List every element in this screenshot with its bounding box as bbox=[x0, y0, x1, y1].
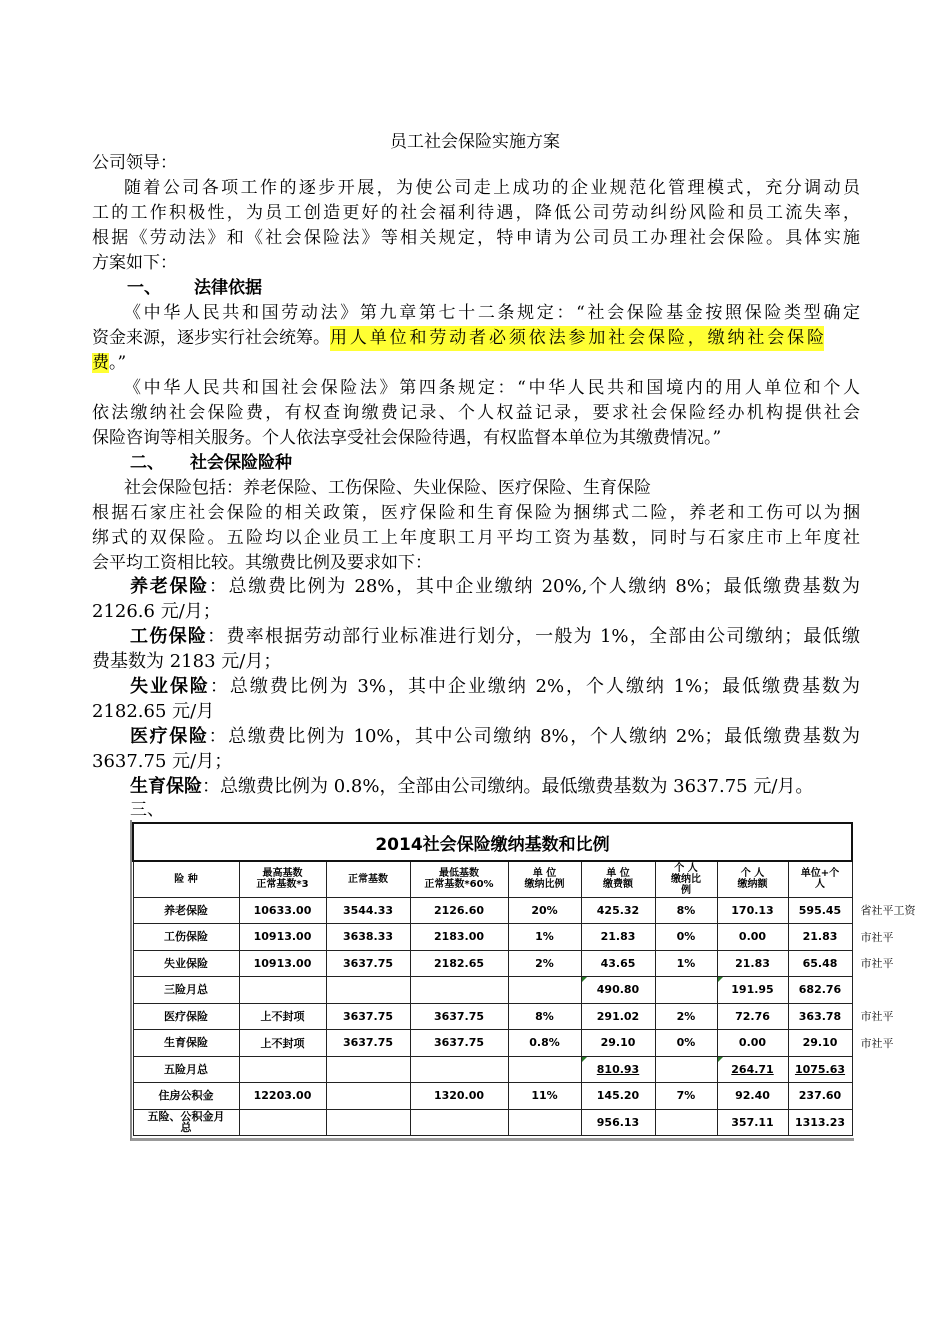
table-row bbox=[133, 897, 934, 924]
maternity-text: ：总缴费比例为 0.8%，全部由公司缴纳。最低缴费基数为 3637.75 元/月。 bbox=[202, 776, 814, 797]
cell-personal-amount bbox=[717, 897, 788, 924]
cell-min-base-text: 2183.00 bbox=[433, 930, 485, 944]
cell-type-text: 失业保险 bbox=[164, 956, 208, 970]
cell-max-base-text: 10633.00 bbox=[253, 903, 312, 917]
cell-personal-rate bbox=[655, 1003, 717, 1030]
cell-personal-amount-text: 0.00 bbox=[738, 1036, 767, 1050]
cell-company-amount-text: 956.13 bbox=[596, 1115, 640, 1129]
row-note: 市社平 bbox=[860, 957, 894, 971]
cell-type bbox=[133, 1083, 239, 1110]
cell-max-base bbox=[239, 1109, 326, 1136]
pension-line-2: 2126.6 元/月； bbox=[92, 601, 221, 622]
rate-table bbox=[132, 822, 935, 1136]
cell-company-amount-text: 29.10 bbox=[600, 1036, 636, 1050]
medical-text: ：总缴费比例为 10%，其中公司缴纳 8%，个人缴纳 2%；最低缴费基数为 bbox=[208, 726, 860, 747]
pension-line-1 bbox=[130, 574, 860, 599]
cell-normal-base-text: 3544.33 bbox=[342, 903, 394, 917]
cell-company-amount bbox=[581, 1056, 655, 1083]
cell-company-amount bbox=[581, 1083, 655, 1110]
cell-type bbox=[133, 1056, 239, 1083]
header-personal-rate-text: 个 人 缴纳比 例 bbox=[671, 862, 701, 896]
cell-company-rate-text: 0.8% bbox=[529, 1036, 560, 1050]
cell-company-rate-text: 20% bbox=[531, 903, 558, 917]
maternity-label: 生育保险 bbox=[130, 776, 202, 797]
medical-label: 医疗保险 bbox=[130, 726, 209, 747]
cell-max-base bbox=[239, 1056, 326, 1083]
cell-total-text: 21.83 bbox=[802, 930, 838, 944]
header-min-base bbox=[410, 861, 508, 897]
cell-personal-rate-text: 2% bbox=[676, 1009, 696, 1023]
policy-line-3: 会平均工资相比较。其缴费比例及要求如下： bbox=[92, 553, 432, 573]
cell-normal-base bbox=[326, 1056, 410, 1083]
table-row bbox=[133, 1003, 934, 1030]
cell-company-amount bbox=[581, 1030, 655, 1057]
intro-line-2: 工的工作积极性，为员工创造更好的社会福利待遇，降低公司劳动纠纷风险和员工流失率， bbox=[92, 203, 860, 223]
row-note: 市社平 bbox=[860, 930, 894, 944]
insurance-law-line-2: 依法缴纳社会保险费，有权查询缴费记录、个人权益记录，要求社会保险经办机构提供社会 bbox=[92, 403, 860, 423]
cell-personal-rate-text: 0% bbox=[676, 1036, 696, 1050]
cell-normal-base bbox=[326, 1109, 410, 1136]
cell-personal-rate bbox=[655, 1109, 717, 1136]
cell-company-rate bbox=[508, 977, 581, 1004]
cell-company-rate bbox=[508, 1030, 581, 1057]
cell-type-text: 五险月总 bbox=[164, 1062, 208, 1076]
labor-law-quote-end: 。” bbox=[109, 353, 127, 373]
cell-type bbox=[133, 897, 239, 924]
intro-line-3: 根据《劳动法》和《社会保险法》等相关规定，特申请为公司员工办理社会保险。具体实施 bbox=[92, 228, 860, 248]
cell-total bbox=[788, 1083, 852, 1110]
section-2-title: 社会保险险种 bbox=[190, 453, 292, 473]
cell-max-base bbox=[239, 1030, 326, 1057]
cell-normal-base-text: 3637.75 bbox=[342, 1036, 394, 1050]
cell-min-base bbox=[410, 1003, 508, 1030]
intro-line-1: 随着公司各项工作的逐步开展，为使公司走上成功的企业规范化管理模式，充分调动员 bbox=[124, 178, 860, 198]
cell-type-text: 三险月总 bbox=[164, 983, 208, 997]
cell-total-text: 1075.63 bbox=[794, 1062, 846, 1076]
cell-company-rate bbox=[508, 1056, 581, 1083]
injury-line-1 bbox=[130, 624, 860, 649]
salutation: 公司领导： bbox=[92, 153, 177, 173]
policy-line-1: 根据石家庄社会保险的相关政策，医疗保险和生育保险为捆绑式二险，养老和工伤可以为捆 bbox=[92, 503, 860, 523]
cell-type-text: 养老保险 bbox=[164, 903, 208, 917]
cell-personal-amount-text: 264.71 bbox=[731, 1062, 774, 1076]
unemployment-line-1 bbox=[130, 674, 860, 699]
cell-company-amount bbox=[581, 950, 655, 977]
cell-min-base bbox=[410, 924, 508, 951]
cell-personal-rate bbox=[655, 924, 717, 951]
header-personal-amount bbox=[717, 861, 788, 897]
header-company-amount bbox=[581, 861, 655, 897]
cell-company-amount bbox=[581, 1109, 655, 1136]
table-body bbox=[133, 897, 934, 1136]
cell-personal-rate bbox=[655, 1083, 717, 1110]
header-min-base-text: 最低基数 正常基数*60% bbox=[424, 868, 494, 891]
labor-law-text: 资金来源，逐步实行社会统筹。 bbox=[92, 328, 330, 348]
medical-line-1 bbox=[130, 724, 860, 749]
insurance-types-list: 社会保险包括：养老保险、工伤保险、失业保险、医疗保险、生育保险 bbox=[124, 478, 651, 498]
cell-company-rate-text: 2% bbox=[535, 956, 554, 970]
cell-personal-rate-text: 8% bbox=[676, 903, 696, 917]
cell-min-base-text: 3637.75 bbox=[433, 1036, 485, 1050]
injury-label: 工伤保险 bbox=[130, 626, 208, 647]
cell-personal-amount-text: 92.40 bbox=[735, 1089, 770, 1103]
table-row bbox=[133, 1030, 934, 1057]
cell-personal-rate-text: 7% bbox=[676, 1089, 696, 1103]
cell-min-base-text: 2126.60 bbox=[433, 903, 485, 917]
cell-type bbox=[133, 1003, 239, 1030]
cell-total-text: 682.76 bbox=[798, 983, 842, 997]
labor-law-line-2 bbox=[92, 326, 860, 351]
cell-personal-rate-text: 0% bbox=[676, 930, 696, 944]
labor-law-line-1: 《中华人民共和国劳动法》第九章第七十二条规定：“社会保险基金按照保险类型确定 bbox=[124, 303, 860, 323]
insurance-rate-table bbox=[130, 820, 935, 1138]
section-1-heading bbox=[127, 276, 895, 301]
cell-company-rate-text: 11% bbox=[531, 1089, 558, 1103]
row-note: 省社平工资 bbox=[860, 904, 916, 918]
cell-min-base bbox=[410, 897, 508, 924]
cell-personal-amount bbox=[717, 1109, 788, 1136]
cell-company-rate-text: 8% bbox=[535, 1009, 554, 1023]
cell-type bbox=[133, 977, 239, 1004]
header-company-amount-text: 单 位 缴费额 bbox=[603, 868, 633, 891]
cell-personal-amount-text: 0.00 bbox=[738, 930, 767, 944]
cell-company-amount bbox=[581, 924, 655, 951]
cell-normal-base bbox=[326, 950, 410, 977]
table-row bbox=[133, 924, 934, 951]
cell-personal-amount bbox=[717, 1030, 788, 1057]
cell-personal-rate bbox=[655, 950, 717, 977]
cell-personal-amount-text: 357.11 bbox=[731, 1115, 774, 1129]
cell-personal-rate bbox=[655, 897, 717, 924]
cell-total-text: 595.45 bbox=[798, 903, 842, 917]
table-row bbox=[133, 1056, 934, 1083]
labor-law-line-3 bbox=[92, 351, 860, 376]
cell-total bbox=[788, 950, 852, 977]
row-note bbox=[852, 977, 934, 1004]
header-total bbox=[788, 861, 852, 897]
header-max-base-text: 最高基数 正常基数*3 bbox=[256, 868, 309, 891]
cell-max-base-text: 10913.00 bbox=[253, 930, 312, 944]
row-note: 市社平 bbox=[860, 1036, 894, 1050]
cell-personal-amount-text: 21.83 bbox=[735, 956, 770, 970]
cell-min-base-text: 1320.00 bbox=[433, 1089, 485, 1103]
cell-max-base bbox=[239, 924, 326, 951]
cell-min-base bbox=[410, 1109, 508, 1136]
cell-normal-base-text: 3637.75 bbox=[342, 956, 394, 970]
cell-total bbox=[788, 1003, 852, 1030]
insurance-law-line-3: 保险咨询等相关服务。个人依法享受社会保险待遇，有权监督本单位为其缴费情况。” bbox=[92, 428, 722, 448]
cell-company-amount-text: 490.80 bbox=[596, 983, 640, 997]
cell-personal-amount bbox=[717, 1003, 788, 1030]
cell-min-base bbox=[410, 1030, 508, 1057]
cell-normal-base bbox=[326, 1030, 410, 1057]
cell-max-base bbox=[239, 1003, 326, 1030]
section-2-number: 二、 bbox=[130, 453, 164, 473]
cell-company-amount-text: 43.65 bbox=[600, 956, 636, 970]
header-personal-amount-text: 个 人 缴纳额 bbox=[737, 868, 768, 891]
cell-company-amount bbox=[581, 977, 655, 1004]
header-personal-rate bbox=[655, 861, 717, 897]
injury-text: ：费率根据劳动部行业标准进行划分，一般为 1%，全部由公司缴纳；最低缴 bbox=[207, 626, 861, 647]
cell-max-base-text: 10913.00 bbox=[253, 956, 312, 970]
cell-total bbox=[788, 1030, 852, 1057]
cell-company-rate bbox=[508, 1003, 581, 1030]
cell-min-base-text: 3637.75 bbox=[433, 1009, 485, 1023]
row-note bbox=[852, 1056, 934, 1083]
cell-personal-amount bbox=[717, 977, 788, 1004]
pension-text: ：总缴费比例为 28%，其中企业缴纳 20%,个人缴纳 8%；最低缴费基数为 bbox=[208, 576, 860, 597]
cell-min-base bbox=[410, 950, 508, 977]
cell-personal-amount bbox=[717, 950, 788, 977]
cell-total-text: 29.10 bbox=[802, 1036, 838, 1050]
cell-company-rate bbox=[508, 950, 581, 977]
cell-total-text: 363.78 bbox=[798, 1009, 842, 1023]
insurance-law-line-1: 《中华人民共和国社会保险法》第四条规定：“中华人民共和国境内的用人单位和个人 bbox=[124, 378, 860, 398]
cell-type-text: 生育保险 bbox=[164, 1036, 208, 1050]
highlighted-text: 用人单位和劳动者必须依法参加社会保险，缴纳社会保险 bbox=[330, 326, 824, 351]
unemployment-line-2: 2182.65 元/月 bbox=[92, 701, 215, 722]
cell-min-base bbox=[410, 977, 508, 1004]
cell-normal-base bbox=[326, 1083, 410, 1110]
cell-max-base bbox=[239, 977, 326, 1004]
cell-max-base-text: 12203.00 bbox=[253, 1089, 312, 1103]
table-row bbox=[133, 950, 934, 977]
cell-company-amount-text: 291.02 bbox=[596, 1009, 640, 1023]
medical-line-2: 3637.75 元/月； bbox=[92, 751, 233, 772]
highlighted-text-end: 费 bbox=[92, 353, 109, 373]
cell-total-text: 237.60 bbox=[798, 1089, 842, 1103]
cell-company-amount-text: 145.20 bbox=[596, 1089, 640, 1103]
cell-personal-amount bbox=[717, 924, 788, 951]
cell-type-text: 工伤保险 bbox=[164, 930, 208, 944]
cell-type bbox=[133, 924, 239, 951]
cell-type-text: 五险、公积金月 总 bbox=[147, 1110, 225, 1135]
cell-type bbox=[133, 1030, 239, 1057]
cell-total bbox=[788, 897, 852, 924]
table-row bbox=[133, 1083, 934, 1110]
cell-personal-amount-text: 72.76 bbox=[735, 1009, 770, 1023]
cell-personal-rate-text: 1% bbox=[676, 956, 696, 970]
cell-personal-amount bbox=[717, 1083, 788, 1110]
table-row bbox=[133, 1109, 934, 1136]
intro-line-4: 方案如下： bbox=[92, 253, 177, 273]
cell-max-base-text: 上不封项 bbox=[260, 1010, 305, 1024]
cell-total bbox=[788, 1056, 852, 1083]
cell-type-text: 住房公积金 bbox=[158, 1089, 214, 1103]
header-max-base bbox=[239, 861, 326, 897]
unemployment-label: 失业保险 bbox=[130, 676, 210, 697]
cell-company-amount-text: 425.32 bbox=[596, 903, 640, 917]
cell-normal-base bbox=[326, 977, 410, 1004]
row-note bbox=[852, 1083, 934, 1110]
cell-max-base-text: 上不封项 bbox=[260, 1036, 305, 1050]
cell-company-amount bbox=[581, 897, 655, 924]
policy-line-2: 绑式的双保险。五险均以企业员工上年度职工月平均工资为基数，同时与石家庄市上年度社 bbox=[92, 528, 860, 548]
cell-max-base bbox=[239, 1083, 326, 1110]
cell-max-base bbox=[239, 950, 326, 977]
header-company-rate bbox=[508, 861, 581, 897]
section-1-title: 法律依据 bbox=[194, 278, 262, 298]
injury-line-2: 费基数为 2183 元/月； bbox=[92, 651, 282, 672]
cell-personal-amount bbox=[717, 1056, 788, 1083]
cell-normal-base-text: 3638.33 bbox=[342, 930, 394, 944]
cell-normal-base bbox=[326, 924, 410, 951]
cell-company-amount-text: 21.83 bbox=[600, 930, 636, 944]
pension-label: 养老保险 bbox=[130, 576, 209, 597]
cell-personal-rate bbox=[655, 1030, 717, 1057]
cell-min-base bbox=[410, 1083, 508, 1110]
header-type: 险 种 bbox=[133, 861, 239, 897]
cell-min-base-text: 2182.65 bbox=[433, 956, 485, 970]
cell-company-amount bbox=[581, 1003, 655, 1030]
cell-company-rate bbox=[508, 1109, 581, 1136]
header-company-rate-text: 单 位 缴纳比例 bbox=[524, 868, 565, 891]
cell-personal-amount-text: 191.95 bbox=[731, 983, 774, 997]
cell-total bbox=[788, 924, 852, 951]
cell-normal-base bbox=[326, 1003, 410, 1030]
cell-company-rate bbox=[508, 924, 581, 951]
row-note bbox=[852, 1109, 934, 1136]
cell-company-rate-text: 1% bbox=[535, 930, 554, 944]
cell-total bbox=[788, 1109, 852, 1136]
cell-company-amount-text: 810.93 bbox=[596, 1062, 640, 1076]
table-row bbox=[133, 977, 934, 1004]
cell-type bbox=[133, 1109, 239, 1136]
cell-total-text: 65.48 bbox=[802, 956, 838, 970]
cell-company-rate bbox=[508, 1083, 581, 1110]
section-3-number: 三、 bbox=[130, 800, 164, 820]
section-1-number: 一、 bbox=[127, 278, 161, 298]
cell-max-base bbox=[239, 897, 326, 924]
row-note: 市社平 bbox=[860, 1010, 894, 1024]
cell-total-text: 1313.23 bbox=[794, 1115, 846, 1129]
cell-personal-rate bbox=[655, 977, 717, 1004]
cell-type bbox=[133, 950, 239, 977]
cell-total bbox=[788, 977, 852, 1004]
maternity-line-1 bbox=[130, 774, 898, 799]
cell-personal-amount-text: 170.13 bbox=[731, 903, 774, 917]
table-title: 2014社会保险缴纳基数和比例 bbox=[133, 823, 852, 861]
section-2-heading bbox=[130, 451, 898, 476]
cell-normal-base bbox=[326, 897, 410, 924]
cell-company-rate bbox=[508, 897, 581, 924]
unemployment-text: ：总缴费比例为 3%，其中企业缴纳 2%，个人缴纳 1%；最低缴费基数为 bbox=[209, 676, 860, 697]
document-title: 员工社会保险实施方案 bbox=[390, 132, 560, 152]
header-total-text: 单位+个 人 bbox=[800, 868, 840, 891]
header-normal-base: 正常基数 bbox=[326, 861, 410, 897]
cell-min-base bbox=[410, 1056, 508, 1083]
cell-type-text: 医疗保险 bbox=[164, 1009, 208, 1023]
cell-normal-base-text: 3637.75 bbox=[342, 1009, 394, 1023]
cell-personal-rate bbox=[655, 1056, 717, 1083]
